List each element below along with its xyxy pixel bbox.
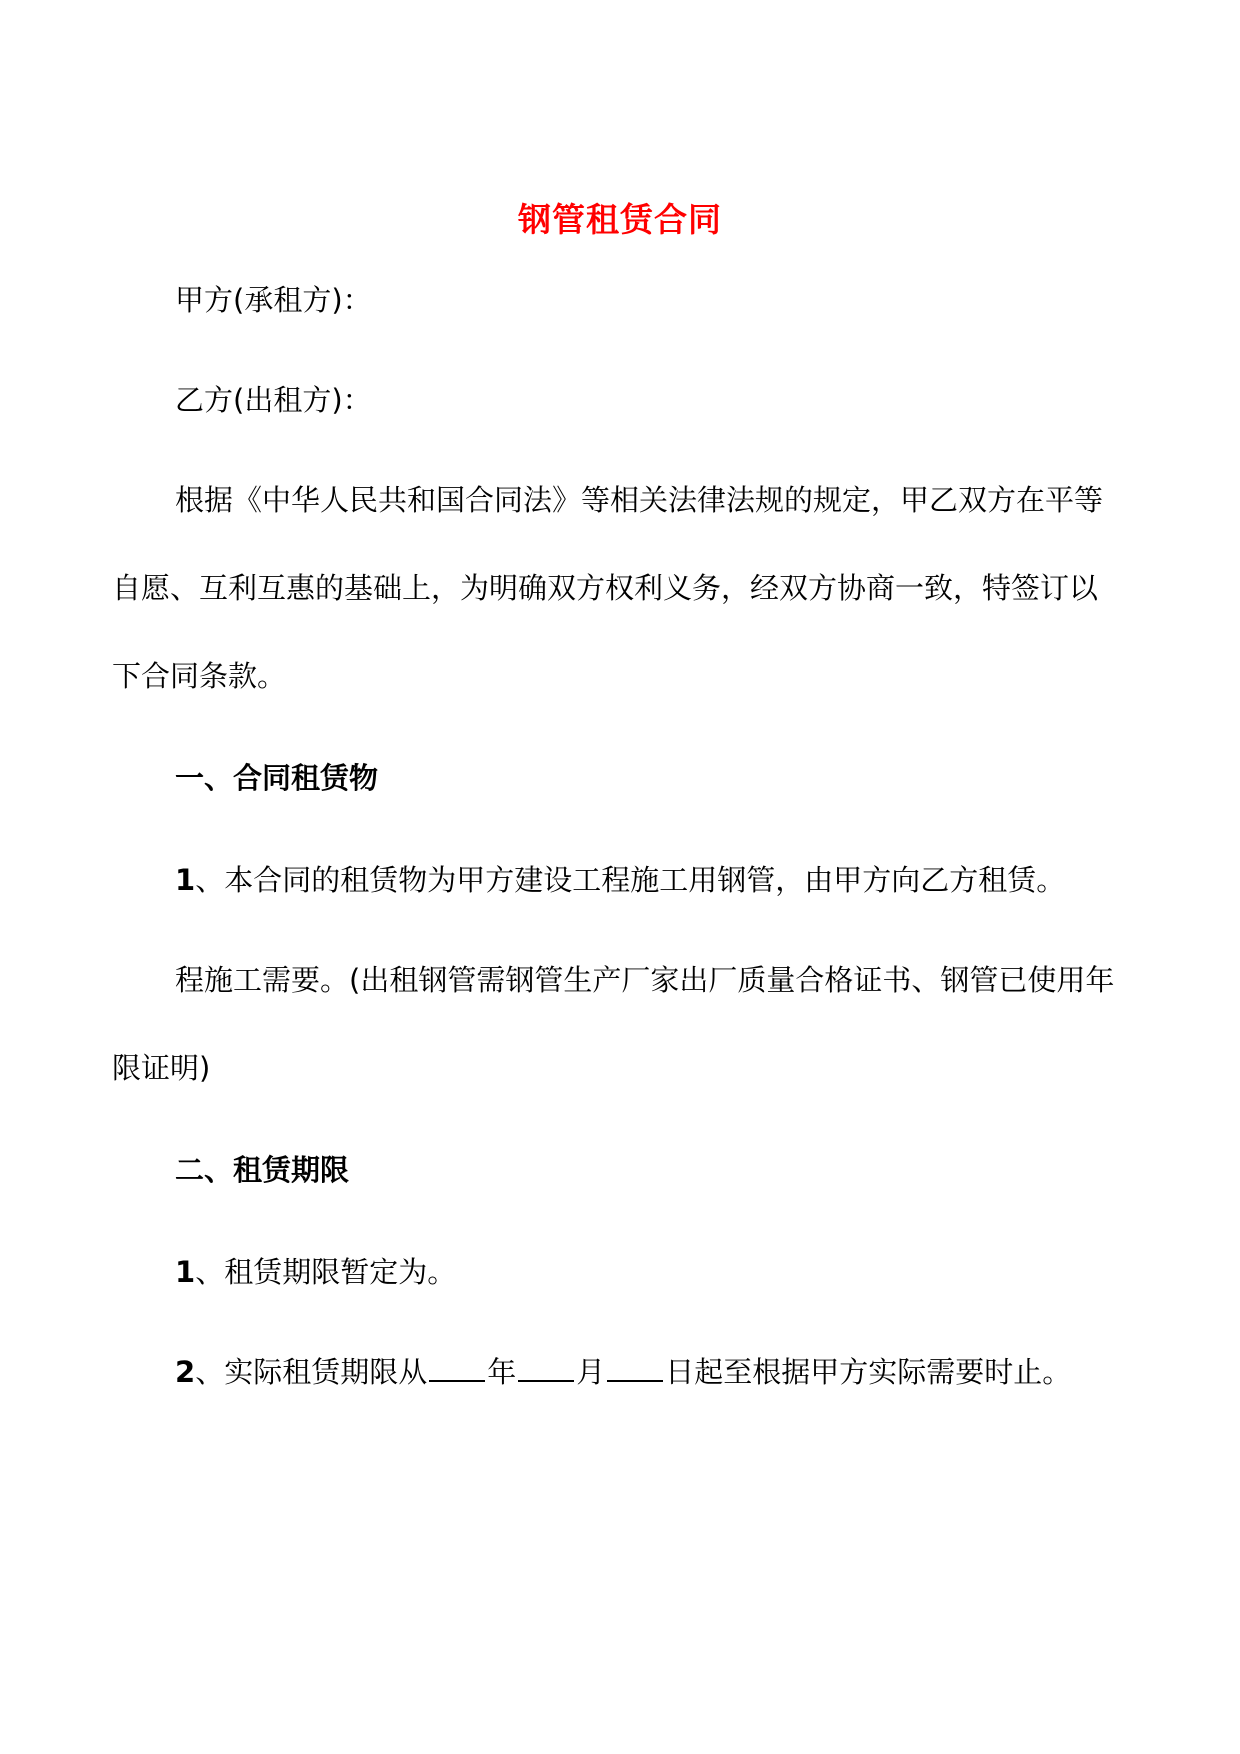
preamble-line-3: 下合同条款。 <box>112 659 287 693</box>
day-blank <box>607 1352 663 1382</box>
month-label: 月 <box>576 1355 606 1389</box>
section-1-heading: 一、合同租赁物 <box>175 761 379 795</box>
section-2-item-2 <box>175 1350 1071 1394</box>
section-1-para-line-1: 程施工需要。(出租钢管需钢管生产厂家出厂质量合格证书、钢管已使用年 <box>175 963 1115 997</box>
section-1-para-line-2: 限证明) <box>112 1051 211 1085</box>
month-blank <box>518 1352 574 1382</box>
section-1-item-1 <box>175 858 1065 902</box>
year-label: 年 <box>487 1355 517 1389</box>
item-text: 、租赁期限暂定为。 <box>195 1255 457 1289</box>
party-a-line: 甲方(承租方)： <box>175 283 372 317</box>
item-number: 2 <box>175 1355 196 1389</box>
section-2-heading: 二、租赁期限 <box>175 1153 350 1187</box>
year-blank <box>429 1352 485 1382</box>
item-number: 1 <box>175 863 196 897</box>
document-title: 钢管租赁合同 <box>518 200 722 239</box>
section-2-item-1 <box>175 1250 456 1294</box>
party-b-line: 乙方(出租方)： <box>175 383 372 417</box>
item-text-suffix: 日起至根据甲方实际需要时止。 <box>665 1355 1072 1389</box>
preamble-line-2: 自愿、互利互惠的基础上，为明确双方权利义务，经双方协商一致，特签订以 <box>112 571 1099 605</box>
item-number: 1 <box>175 1255 196 1289</box>
item-text: 、本合同的租赁物为甲方建设工程施工用钢管，由甲方向乙方租赁。 <box>195 863 1066 897</box>
item-text-prefix: 、实际租赁期限从 <box>195 1355 428 1389</box>
preamble-line-1: 根据《中华人民共和国合同法》等相关法律法规的规定，甲乙双方在平等 <box>175 483 1104 517</box>
